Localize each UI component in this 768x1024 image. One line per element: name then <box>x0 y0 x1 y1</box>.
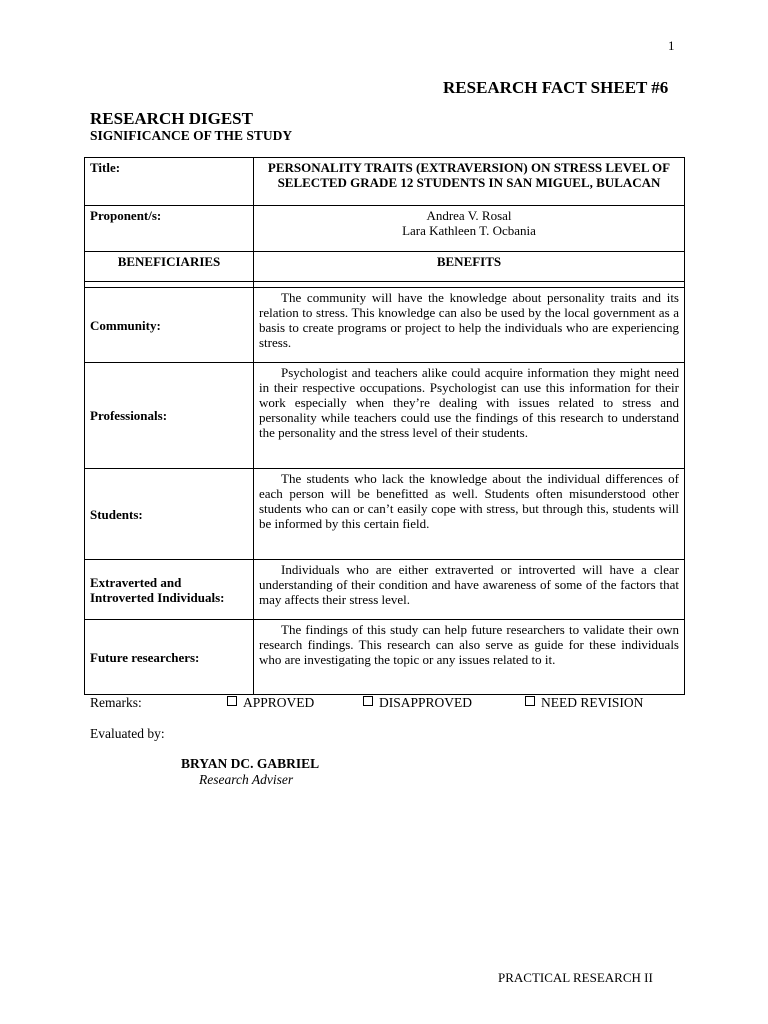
digest-title: RESEARCH DIGEST <box>90 109 253 128</box>
benefit-text: The community will have the knowledge about personality traits and its relation to stress. This knowledge can also be used by the local government as a basis to create programs or project to help the individuals who are experiencing stress. <box>254 288 685 363</box>
table-row <box>85 288 685 363</box>
proponents-value <box>254 206 685 252</box>
column-header-beneficiaries: BENEFICIARIES <box>85 252 254 282</box>
beneficiary-label: Community: <box>85 288 254 363</box>
benefit-text: Individuals who are either extraverted or introverted will have a clear understanding of their condition and have awareness of some of the factors that may affects their stress level. <box>254 560 685 620</box>
proponents-label: Proponent/s: <box>85 206 254 252</box>
remarks-option-disapproved[interactable] <box>363 695 472 711</box>
checkbox-icon[interactable] <box>363 696 373 706</box>
adviser-name: BRYAN DC. GABRIEL <box>181 756 320 771</box>
remarks-option-need-revision[interactable] <box>525 695 643 711</box>
option-label: APPROVED <box>243 695 315 710</box>
page-number: 1 <box>668 38 675 53</box>
table-row <box>85 620 685 695</box>
column-header-benefits: BENEFITS <box>254 252 685 282</box>
benefit-text: The students who lack the knowledge about the individual differences of each person will be benefitted as well. Students often misunderstood other students who can or can’t easily cope with stress, but through this, students will be informed by this certain field. <box>254 469 685 560</box>
remarks-label: Remarks: <box>90 695 142 710</box>
title-label: Title: <box>85 158 254 206</box>
section-title: SIGNIFICANCE OF THE STUDY <box>90 128 293 143</box>
adviser-role: Research Adviser <box>199 772 294 787</box>
proponent-name: Andrea V. Rosal <box>426 208 512 223</box>
title-value: PERSONALITY TRAITS (EXTRAVERSION) ON STRESS LEVEL OF SELECTED GRADE 12 STUDENTS IN SAN MIGUEL, BULACAN <box>254 158 685 206</box>
remarks-option-approved[interactable] <box>227 695 314 711</box>
footer-text: PRACTICAL RESEARCH II <box>498 970 653 985</box>
beneficiary-label: Extraverted and Introverted Individuals: <box>85 560 254 620</box>
table-row <box>85 560 685 620</box>
checkbox-icon[interactable] <box>227 696 237 706</box>
benefit-text: The findings of this study can help future researchers to validate their own research findings. This research can also serve as guide for these individuals who are investigating the topic or any issues related to it. <box>254 620 685 695</box>
beneficiary-label: Professionals: <box>85 363 254 469</box>
beneficiary-label: Future researchers: <box>85 620 254 695</box>
option-label: NEED REVISION <box>541 695 644 710</box>
table-row <box>85 363 685 469</box>
column-header-row <box>85 252 685 282</box>
checkbox-icon[interactable] <box>525 696 535 706</box>
title-row <box>85 158 685 206</box>
fact-sheet-title: RESEARCH FACT SHEET #6 <box>443 78 669 97</box>
table-row <box>85 469 685 560</box>
option-label: DISAPPROVED <box>379 695 473 710</box>
beneficiary-label: Students: <box>85 469 254 560</box>
fact-sheet-table <box>84 157 685 695</box>
benefit-text: Psychologist and teachers alike could acquire information they might need in their respective occupations. Psychologist can use this information for their work especially when they’re dealing with issues related to stress and personality while teachers could use the findings of this research to understand the personality and the stress level of their students. <box>254 363 685 469</box>
proponents-row <box>85 206 685 252</box>
proponent-name: Lara Kathleen T. Ocbania <box>402 223 536 238</box>
evaluated-by-label: Evaluated by: <box>90 726 165 741</box>
